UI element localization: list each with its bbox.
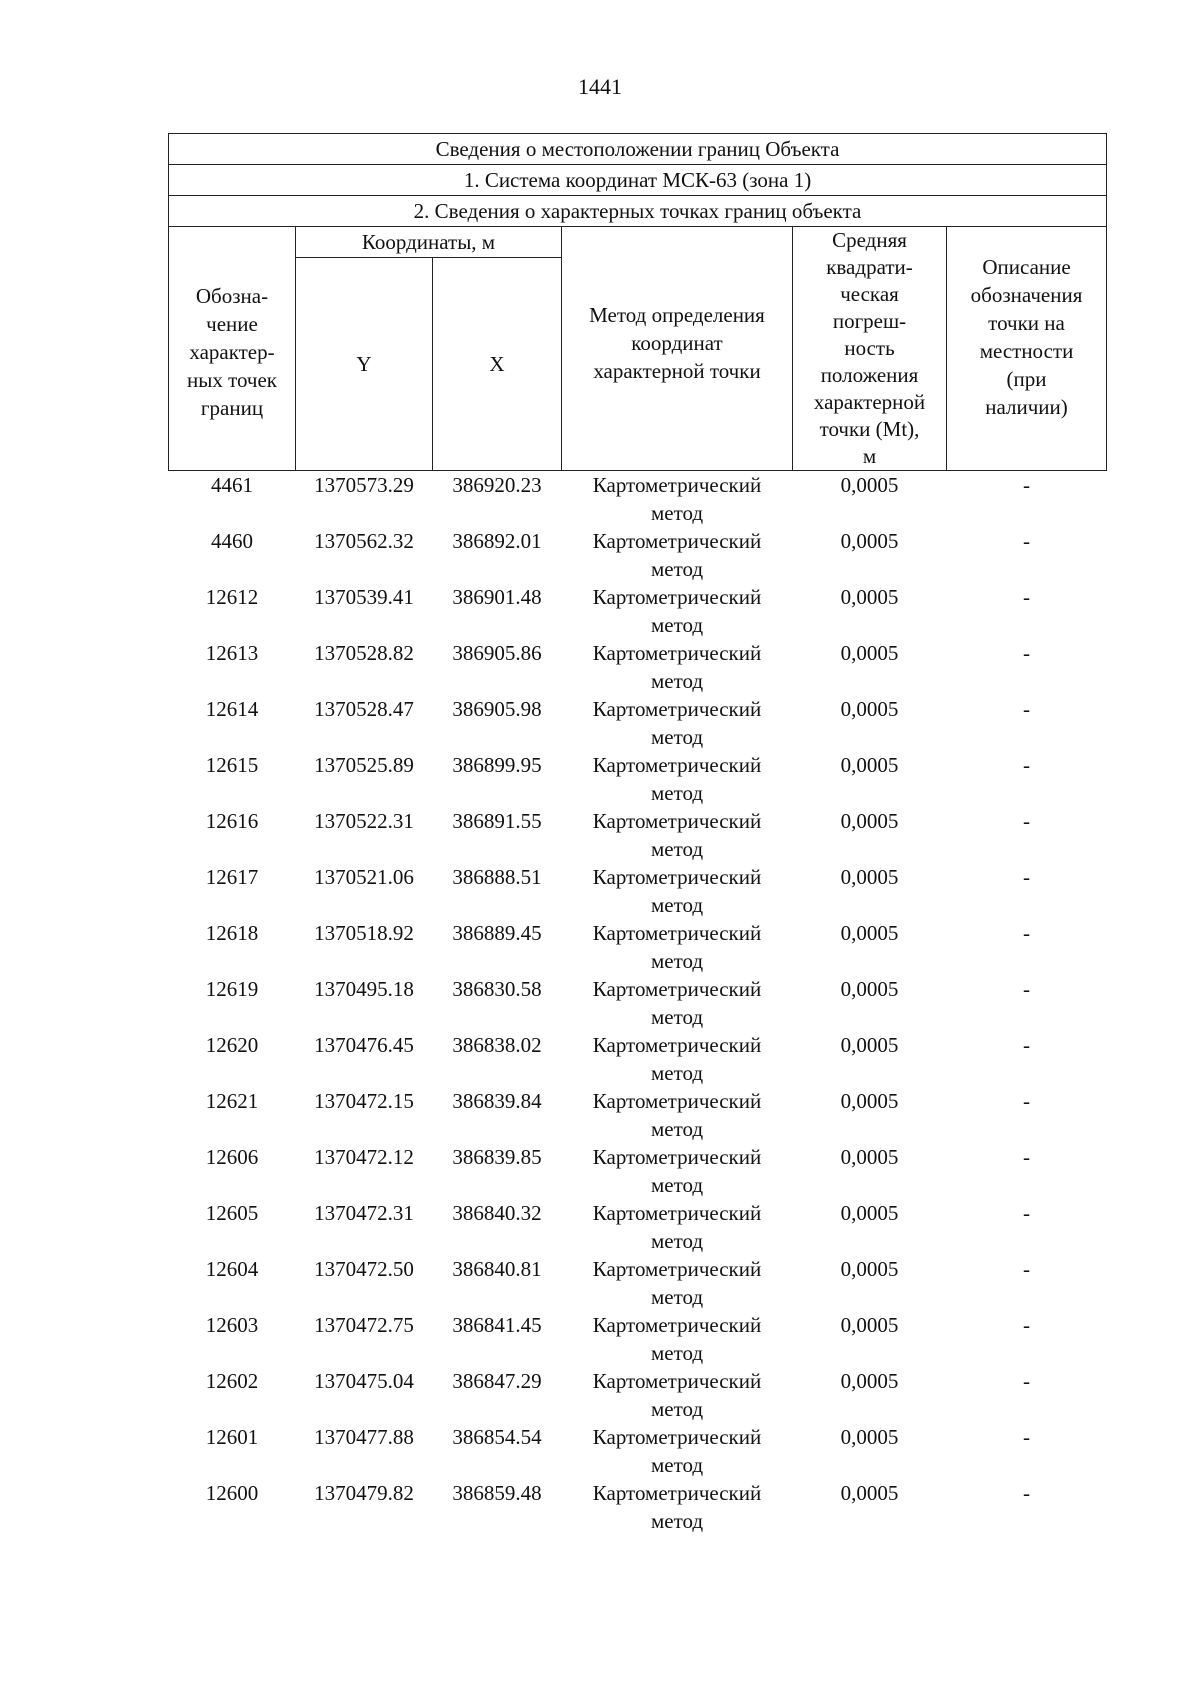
method-line-1: Картометрический <box>592 473 762 497</box>
cell-description: - <box>1023 809 1031 833</box>
cell-designation: 12606 <box>205 1145 259 1169</box>
cell-y: 1370472.50 <box>314 1257 414 1281</box>
cell-y: 1370521.06 <box>314 865 414 889</box>
method-line-2: метод <box>650 1061 704 1085</box>
method-line-1: Картометрический <box>592 1201 762 1225</box>
cell-accuracy: 0,0005 <box>840 473 899 497</box>
cell-x: 386838.02 <box>452 1033 542 1057</box>
method-line-2: метод <box>650 1173 704 1197</box>
cell-accuracy: 0,0005 <box>840 641 899 665</box>
cell-designation: 12618 <box>205 921 259 945</box>
cell-method <box>562 639 793 695</box>
table-row <box>169 975 1107 1031</box>
method-line-2: метод <box>650 501 704 525</box>
cell-designation: 12614 <box>205 697 259 721</box>
cell-description: - <box>1023 1257 1031 1281</box>
cell-accuracy: 0,0005 <box>840 809 899 833</box>
method-line-1: Картометрический <box>592 529 762 553</box>
header-accuracy <box>793 227 947 471</box>
method-line-1: Картометрический <box>592 641 762 665</box>
cell-description: - <box>1023 585 1031 609</box>
cell-method <box>562 583 793 639</box>
cell-designation: 4460 <box>211 529 253 553</box>
cell-accuracy: 0,0005 <box>840 529 899 553</box>
cell-description: - <box>1023 1481 1031 1505</box>
cell-x: 386891.55 <box>452 809 542 833</box>
table-row <box>169 863 1107 919</box>
cell-method <box>562 1367 793 1423</box>
cell-accuracy: 0,0005 <box>840 865 899 889</box>
method-line-1: Картометрический <box>592 1369 762 1393</box>
cell-x: 386905.98 <box>452 697 542 721</box>
cell-x: 386839.84 <box>452 1089 542 1113</box>
cell-accuracy: 0,0005 <box>840 1369 899 1393</box>
table-row <box>169 583 1107 639</box>
cell-x: 386899.95 <box>452 753 542 777</box>
cell-y: 1370528.82 <box>314 641 414 665</box>
method-line-1: Картометрический <box>592 921 762 945</box>
method-line-2: метод <box>650 1117 704 1141</box>
table-row <box>169 1255 1107 1311</box>
table-row <box>169 1367 1107 1423</box>
method-line-1: Картометрический <box>592 1145 762 1169</box>
cell-y: 1370472.15 <box>314 1089 414 1113</box>
cell-method <box>562 1087 793 1143</box>
cell-description: - <box>1023 529 1031 553</box>
cell-description: - <box>1023 1089 1031 1113</box>
cell-description: - <box>1023 1145 1031 1169</box>
method-line-2: метод <box>650 725 704 749</box>
cell-method <box>562 1255 793 1311</box>
cell-designation: 12612 <box>205 585 259 609</box>
method-line-2: метод <box>650 557 704 581</box>
cell-accuracy: 0,0005 <box>840 1089 899 1113</box>
header-method-text: Метод определения координат характерной точки <box>589 302 765 383</box>
cell-accuracy: 0,0005 <box>840 921 899 945</box>
cell-method <box>562 751 793 807</box>
method-line-2: метод <box>650 781 704 805</box>
table-row <box>169 919 1107 975</box>
cell-accuracy: 0,0005 <box>840 1425 899 1449</box>
cell-accuracy: 0,0005 <box>840 697 899 721</box>
cell-x: 386892.01 <box>452 529 542 553</box>
cell-accuracy: 0,0005 <box>840 977 899 1001</box>
cell-x: 386920.23 <box>452 473 542 497</box>
cell-designation: 12600 <box>205 1481 259 1505</box>
cell-x: 386840.81 <box>452 1257 542 1281</box>
table-row <box>169 807 1107 863</box>
cell-y: 1370562.32 <box>314 529 414 553</box>
cell-designation: 12613 <box>205 641 259 665</box>
cell-accuracy: 0,0005 <box>840 1145 899 1169</box>
cell-x: 386901.48 <box>452 585 542 609</box>
header-description-text: Описание обозначения точки на местности (при наличии) <box>970 254 1083 419</box>
cell-x: 386905.86 <box>452 641 542 665</box>
table-row <box>169 695 1107 751</box>
cell-method <box>562 1031 793 1087</box>
cell-method <box>562 975 793 1031</box>
table-row <box>169 1423 1107 1479</box>
cell-description: - <box>1023 921 1031 945</box>
method-line-1: Картометрический <box>592 1257 762 1281</box>
header-method <box>562 227 793 471</box>
table-row <box>169 1087 1107 1143</box>
cell-y: 1370573.29 <box>314 473 414 497</box>
cell-y: 1370476.45 <box>314 1033 414 1057</box>
cell-y: 1370528.47 <box>314 697 414 721</box>
cell-description: - <box>1023 1033 1031 1057</box>
cell-accuracy: 0,0005 <box>840 1481 899 1505</box>
cell-description: - <box>1023 977 1031 1001</box>
cell-designation: 12601 <box>205 1425 259 1449</box>
cell-designation: 12619 <box>205 977 259 1001</box>
cell-accuracy: 0,0005 <box>840 1201 899 1225</box>
cell-designation: 4461 <box>211 473 253 497</box>
cell-x: 386847.29 <box>452 1369 542 1393</box>
cell-method <box>562 919 793 975</box>
cell-designation: 12604 <box>205 1257 259 1281</box>
table-row <box>169 1479 1107 1535</box>
method-line-1: Картометрический <box>592 1481 762 1505</box>
cell-accuracy: 0,0005 <box>840 585 899 609</box>
method-line-2: метод <box>650 1453 704 1477</box>
method-line-1: Картометрический <box>592 585 762 609</box>
table-row <box>169 1031 1107 1087</box>
points-section-title: 2. Сведения о характерных точках границ объекта <box>169 196 1107 227</box>
cell-description: - <box>1023 1313 1031 1337</box>
cell-y: 1370525.89 <box>314 753 414 777</box>
cell-designation: 12621 <box>205 1089 259 1113</box>
method-line-2: метод <box>650 1509 704 1533</box>
table-row <box>169 527 1107 583</box>
method-line-1: Картометрический <box>592 1033 762 1057</box>
cell-y: 1370472.12 <box>314 1145 414 1169</box>
cell-y: 1370475.04 <box>314 1369 414 1393</box>
cell-y: 1370518.92 <box>314 921 414 945</box>
table-row <box>169 1311 1107 1367</box>
method-line-1: Картометрический <box>592 809 762 833</box>
table-row <box>169 1199 1107 1255</box>
method-line-1: Картометрический <box>592 1425 762 1449</box>
method-line-2: метод <box>650 893 704 917</box>
header-coordinates: Координаты, м <box>296 227 562 258</box>
cell-y: 1370477.88 <box>314 1425 414 1449</box>
cell-designation: 12605 <box>205 1201 259 1225</box>
cell-method <box>562 807 793 863</box>
cell-accuracy: 0,0005 <box>840 1313 899 1337</box>
method-line-1: Картометрический <box>592 753 762 777</box>
cell-description: - <box>1023 1369 1031 1393</box>
coordinate-system-title: 1. Система координат МСК-63 (зона 1) <box>169 165 1107 196</box>
method-line-2: метод <box>650 1397 704 1421</box>
cell-y: 1370472.75 <box>314 1313 414 1337</box>
boundary-points-table <box>168 133 1107 1535</box>
cell-method <box>562 1479 793 1535</box>
method-line-2: метод <box>650 1341 704 1365</box>
cell-description: - <box>1023 473 1031 497</box>
cell-y: 1370522.31 <box>314 809 414 833</box>
cell-method <box>562 695 793 751</box>
method-line-2: метод <box>650 837 704 861</box>
cell-x: 386854.54 <box>452 1425 542 1449</box>
header-description <box>947 227 1107 471</box>
header-y: Y <box>296 258 433 471</box>
table-row <box>169 639 1107 695</box>
method-line-1: Картометрический <box>592 1313 762 1337</box>
cell-y: 1370539.41 <box>314 585 414 609</box>
header-accuracy-text: Средняя квадрати- ческая погреш- ность положения характерной точки (Mt), м <box>813 228 926 468</box>
cell-y: 1370479.82 <box>314 1481 414 1505</box>
table-row <box>169 751 1107 807</box>
cell-y: 1370472.31 <box>314 1201 414 1225</box>
cell-method <box>562 1143 793 1199</box>
method-line-2: метод <box>650 613 704 637</box>
header-designation <box>169 227 296 471</box>
cell-method <box>562 471 793 528</box>
method-line-1: Картометрический <box>592 1089 762 1113</box>
method-line-1: Картометрический <box>592 977 762 1001</box>
cell-description: - <box>1023 753 1031 777</box>
table-row <box>169 1143 1107 1199</box>
cell-accuracy: 0,0005 <box>840 1257 899 1281</box>
method-line-1: Картометрический <box>592 697 762 721</box>
cell-method <box>562 863 793 919</box>
cell-description: - <box>1023 641 1031 665</box>
cell-accuracy: 0,0005 <box>840 1033 899 1057</box>
cell-designation: 12602 <box>205 1369 259 1393</box>
header-x: X <box>433 258 562 471</box>
cell-method <box>562 527 793 583</box>
cell-description: - <box>1023 1425 1031 1449</box>
method-line-2: метод <box>650 669 704 693</box>
cell-method <box>562 1311 793 1367</box>
cell-method <box>562 1199 793 1255</box>
cell-description: - <box>1023 697 1031 721</box>
cell-x: 386889.45 <box>452 921 542 945</box>
method-line-2: метод <box>650 1229 704 1253</box>
method-line-2: метод <box>650 949 704 973</box>
header-designation-text: Обозна- чение характер- ных точек границ <box>186 283 278 420</box>
cell-designation: 12615 <box>205 753 259 777</box>
table-row <box>169 471 1107 528</box>
cell-accuracy: 0,0005 <box>840 753 899 777</box>
cell-description: - <box>1023 1201 1031 1225</box>
cell-designation: 12620 <box>205 1033 259 1057</box>
cell-x: 386859.48 <box>452 1481 542 1505</box>
cell-x: 386888.51 <box>452 865 542 889</box>
cell-y: 1370495.18 <box>314 977 414 1001</box>
cell-description: - <box>1023 865 1031 889</box>
cell-x: 386840.32 <box>452 1201 542 1225</box>
cell-method <box>562 1423 793 1479</box>
method-line-2: метод <box>650 1285 704 1309</box>
cell-designation: 12617 <box>205 865 259 889</box>
table-body <box>169 471 1107 1536</box>
method-line-1: Картометрический <box>592 865 762 889</box>
table-title: Сведения о местоположении границ Объекта <box>169 134 1107 165</box>
cell-designation: 12603 <box>205 1313 259 1337</box>
method-line-2: метод <box>650 1005 704 1029</box>
cell-x: 386830.58 <box>452 977 542 1001</box>
cell-designation: 12616 <box>205 809 259 833</box>
cell-x: 386841.45 <box>452 1313 542 1337</box>
table-header <box>169 134 1107 471</box>
cell-x: 386839.85 <box>452 1145 542 1169</box>
page-number: 1441 <box>578 74 622 99</box>
